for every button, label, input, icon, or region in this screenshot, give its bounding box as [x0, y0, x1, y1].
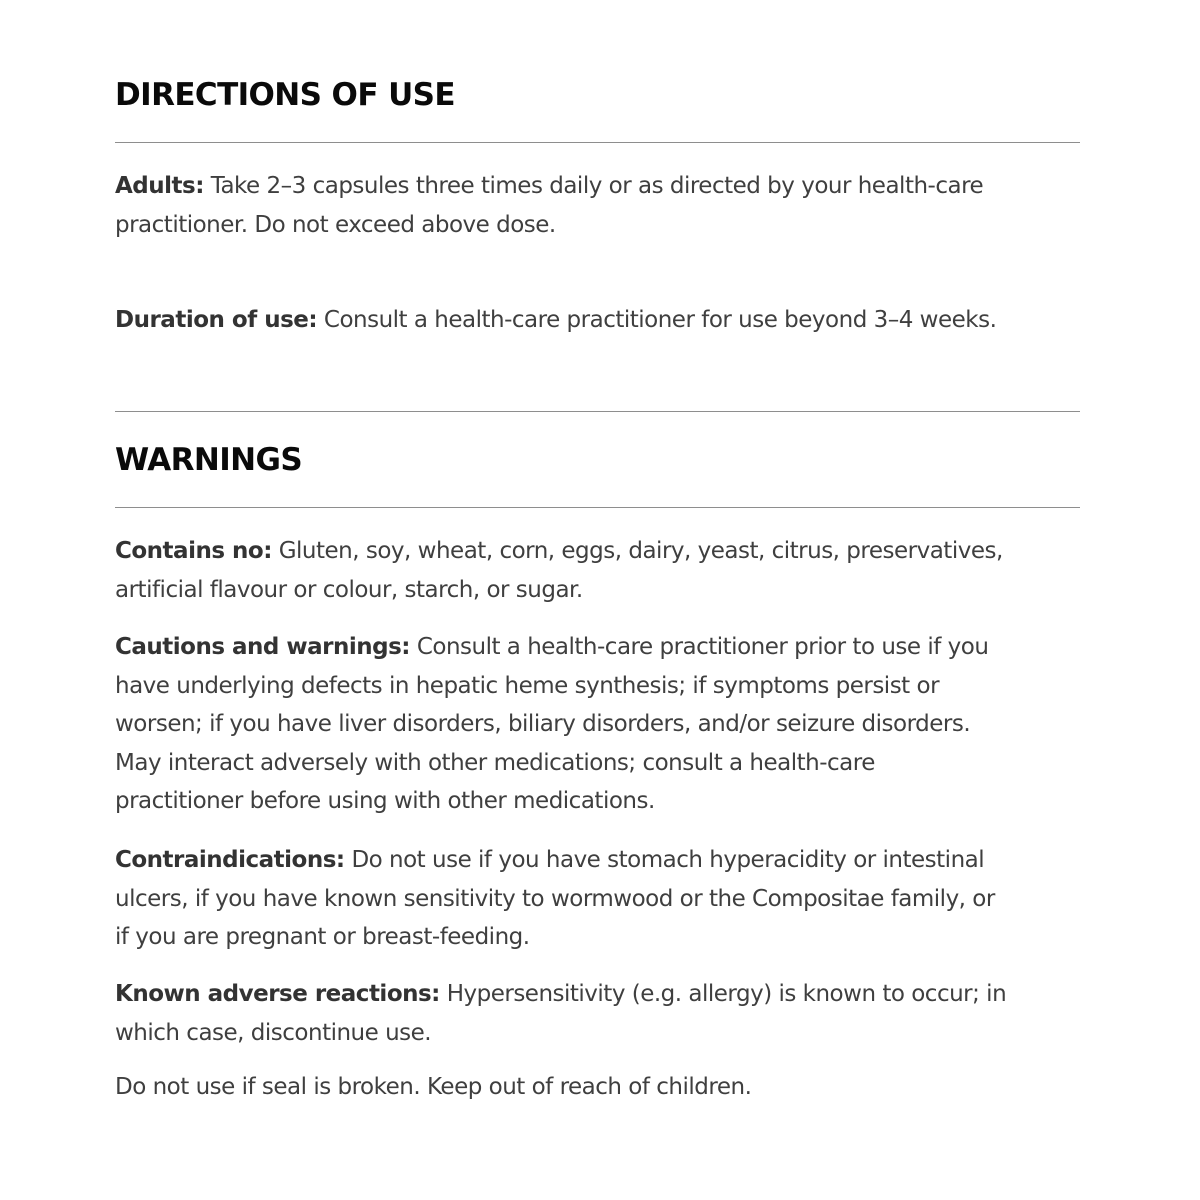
directions-heading: DIRECTIONS OF USE [115, 77, 455, 113]
adverse-label: Known adverse reactions: [115, 981, 440, 1007]
adverse-line-1 [115, 975, 1080, 1014]
cautions-text-4: May interact adversely with other medications; consult a health-care [115, 749, 875, 776]
adults-label: Adults: [115, 173, 204, 199]
contains-no-paragraph [115, 532, 1080, 609]
cautions-text-5: practitioner before using with other medications. [115, 788, 655, 814]
contraindications-line-1 [115, 841, 1080, 880]
contains-no-text-1: Gluten, soy, wheat, corn, eggs, dairy, yeast, citrus, preservatives, [278, 538, 1003, 564]
cautions-text-1: Consult a health-care practitioner prior to use if you [416, 634, 989, 660]
adults-line-1 [115, 167, 1080, 206]
warnings-bottom-divider [115, 507, 1080, 508]
contraindications-text-2: ulcers, if you have known sensitivity to wormwood or the Compositae family, or [115, 885, 995, 912]
contains-no-label: Contains no: [115, 538, 272, 564]
warnings-top-divider [115, 411, 1080, 412]
adverse-text-2: which case, discontinue use. [115, 1019, 432, 1046]
adverse-text-1: Hypersensitivity (e.g. allergy) is known to occur; in [446, 981, 1007, 1007]
cautions-label: Cautions and warnings: [115, 634, 410, 660]
seal-warning-text: Do not use if seal is broken. Keep out of reach of children. [115, 1074, 752, 1100]
duration-paragraph [115, 301, 1080, 340]
contains-no-line-1 [115, 532, 1080, 571]
cautions-text-3: worsen; if you have liver disorders, biliary disorders, and/or seizure disorders. [115, 711, 971, 737]
duration-label: Duration of use: [115, 307, 318, 333]
adults-text-2: practitioner. Do not exceed above dose. [115, 211, 556, 238]
contains-no-text-2: artificial flavour or colour, starch, or sugar. [115, 576, 583, 603]
contraindications-paragraph [115, 841, 1080, 957]
contraindications-label: Contraindications: [115, 847, 345, 873]
label-document [115, 0, 1080, 1200]
adults-paragraph [115, 167, 1080, 244]
directions-top-divider [115, 142, 1080, 143]
cautions-line-1 [115, 628, 1080, 667]
contraindications-text-1: Do not use if you have stomach hyperacidity or intestinal [351, 847, 985, 873]
adverse-reactions-paragraph [115, 975, 1080, 1052]
adults-text-1: Take 2–3 capsules three times daily or as directed by your health-care [210, 173, 984, 199]
cautions-text-2: have underlying defects in hepatic heme synthesis; if symptoms persist or [115, 672, 940, 699]
cautions-paragraph [115, 628, 1080, 821]
contraindications-text-3: if you are pregnant or breast-feeding. [115, 924, 530, 950]
warnings-heading: WARNINGS [115, 442, 303, 478]
seal-warning-paragraph [115, 1068, 1080, 1107]
duration-line-1 [115, 301, 1080, 340]
duration-text-1: Consult a health-care practitioner for use beyond 3–4 weeks. [323, 307, 997, 333]
